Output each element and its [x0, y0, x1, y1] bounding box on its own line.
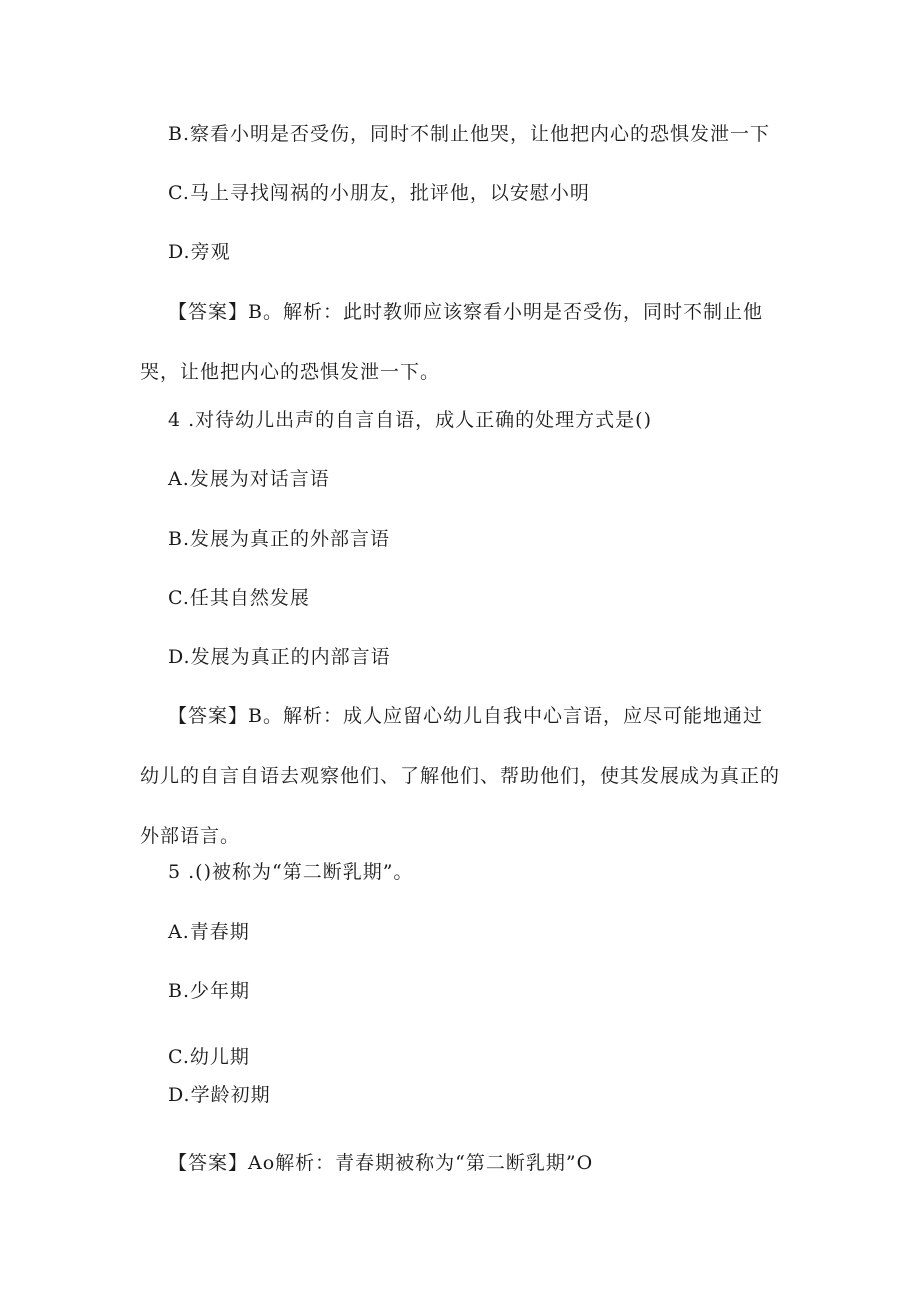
q4-option-d: D.发展为真正的内部言语 — [168, 646, 391, 668]
q4-question: 4 .对待幼儿出声的自言自语，成人正确的处理方式是() — [168, 409, 652, 431]
q4-option-c: C.任其自然发展 — [168, 587, 310, 609]
q5-option-b: B.少年期 — [168, 980, 251, 1002]
q4-option-b: B.发展为真正的外部言语 — [168, 528, 391, 550]
q3-answer: 【答案】B。解析：此时教师应该察看小明是否受伤，同时不制止他哭，让他把内心的恐惧发泄一下。 — [140, 301, 763, 383]
q5-option-a: A.青春期 — [168, 921, 250, 943]
q5-question: 5 .()被称为“第二断乳期”。 — [168, 861, 414, 883]
q3-option-c: C.马上寻找闯祸的小朋友，批评他，以安慰小明 — [168, 182, 590, 204]
q4-answer: 【答案】B。解析：成人应留心幼儿自我中心言语，应尽可能地通过幼儿的自言自语去观察他们、了解他们、帮助他们，使其发展成为真正的外部语言。 — [140, 705, 781, 847]
q5-option-d: D.学龄初期 — [168, 1084, 271, 1106]
q3-option-b: B.察看小明是否受伤，同时不制止他哭，让他把内心的恐惧发泄一下 — [168, 123, 771, 145]
q4-option-a: A.发展为对话言语 — [168, 468, 330, 490]
q5-answer: 【答案】Ao解析：青春期被称为“第二断乳期”O — [168, 1152, 594, 1174]
q5-option-c: C.幼儿期 — [168, 1046, 250, 1068]
q3-option-d: D.旁观 — [168, 241, 231, 263]
